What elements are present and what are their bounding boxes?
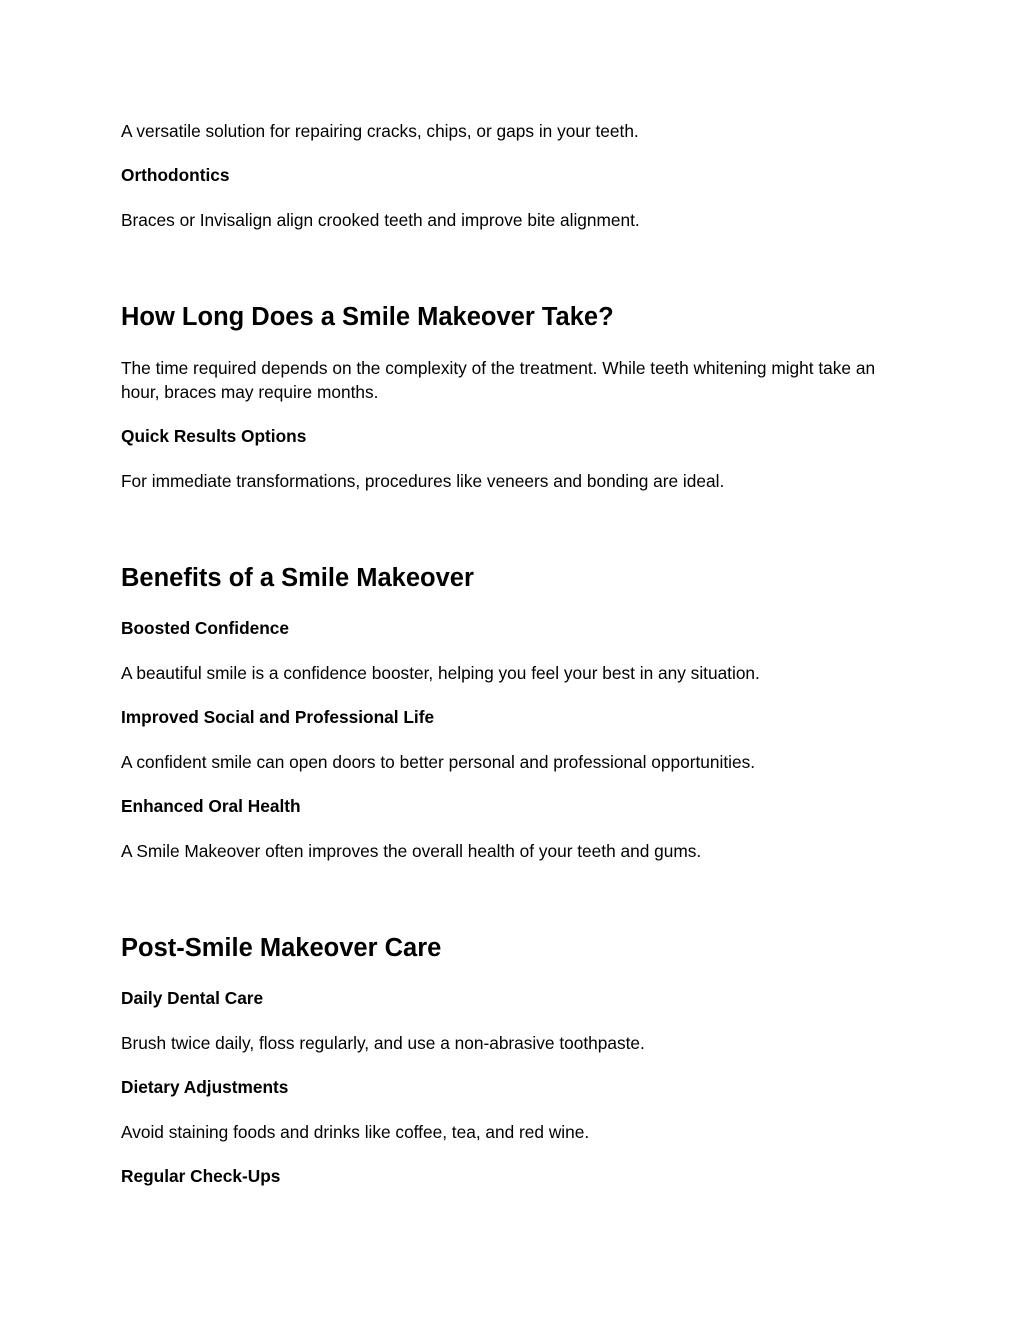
post-care-heading: Post-Smile Makeover Care xyxy=(121,934,442,962)
dietary-adjustments-text: Avoid staining foods and drinks like coffee, tea, and red wine. xyxy=(121,1122,590,1142)
regular-check-ups-heading: Regular Check-Ups xyxy=(121,1166,281,1186)
orthodontics-text: Braces or Invisalign align crooked teeth and improve bite alignment. xyxy=(121,210,640,230)
benefits-heading: Benefits of a Smile Makeover xyxy=(121,564,474,592)
intro-paragraph: A versatile solution for repairing cracks, chips, or gaps in your teeth. xyxy=(121,121,639,141)
how-long-heading: How Long Does a Smile Makeover Take? xyxy=(121,303,614,331)
daily-dental-care-heading: Daily Dental Care xyxy=(121,988,264,1008)
improved-social-text: A confident smile can open doors to better personal and professional opportunities. xyxy=(121,752,756,772)
how-long-text: The time required depends on the complexity of the treatment. While teeth whitening might take an hour, braces may require months. xyxy=(121,358,876,402)
quick-results-heading: Quick Results Options xyxy=(121,426,307,446)
dietary-adjustments-heading: Dietary Adjustments xyxy=(121,1077,289,1097)
improved-social-heading: Improved Social and Professional Life xyxy=(121,707,435,727)
daily-dental-care-text: Brush twice daily, floss regularly, and use a non-abrasive toothpaste. xyxy=(121,1033,645,1053)
orthodontics-heading: Orthodontics xyxy=(121,165,230,185)
quick-results-text: For immediate transformations, procedures like veneers and bonding are ideal. xyxy=(121,471,725,491)
boosted-confidence-heading: Boosted Confidence xyxy=(121,618,290,638)
enhanced-oral-health-text: A Smile Makeover often improves the overall health of your teeth and gums. xyxy=(121,841,702,861)
enhanced-oral-health-heading: Enhanced Oral Health xyxy=(121,796,301,816)
boosted-confidence-text: A beautiful smile is a confidence booster, helping you feel your best in any situation. xyxy=(121,663,760,683)
